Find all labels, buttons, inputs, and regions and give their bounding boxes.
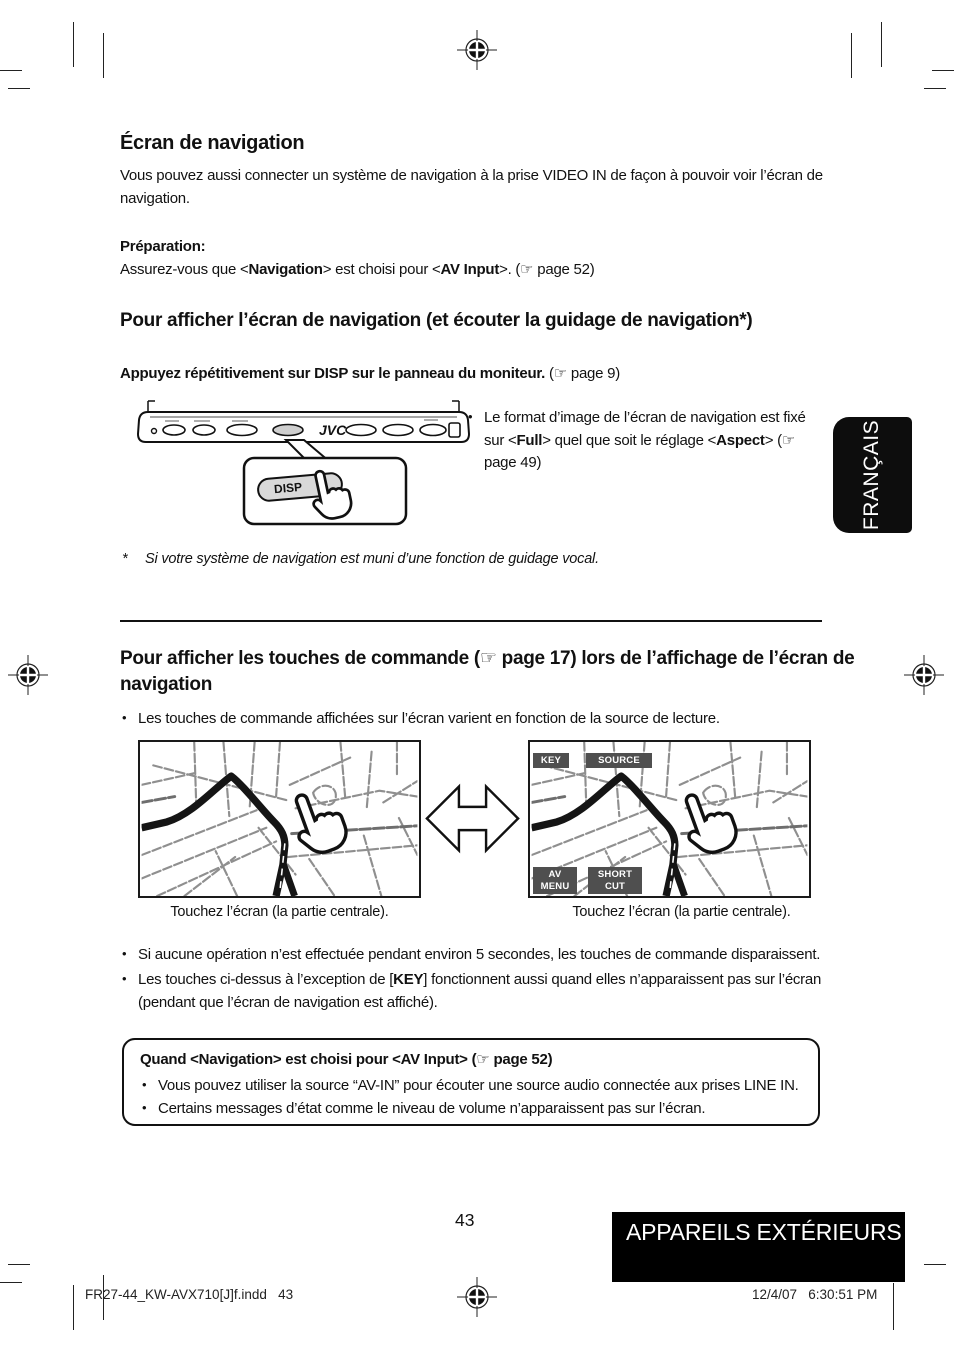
monitor-panel-illustration [136, 398, 471, 536]
timeout-bullet [122, 944, 842, 967]
note-bullet-text: Vous pouvez utiliser la source “AV-IN” pour écouter une source audio connectée aux prises LINE IN. [158, 1076, 799, 1094]
short-cut-label-line1: SHORT [597, 869, 633, 881]
jvc-logo: JVC [319, 422, 347, 438]
key-button-label: KEY [540, 754, 562, 766]
av-menu-label-line2: MENU [540, 880, 570, 892]
crop-mark [924, 1264, 946, 1265]
registration-mark-icon [457, 1277, 497, 1317]
crop-mark [851, 33, 852, 78]
note-box-title: Quand <Navigation> est choisi pour <AV Input> (☞ page 52) [140, 1051, 553, 1068]
registration-mark-icon [457, 30, 497, 70]
caption-right: Touchez l’écran (la partie centrale). [572, 904, 791, 920]
crop-mark [0, 70, 22, 71]
step-instruction: Appuyez répétitivement sur DISP sur le panneau du moniteur. (☞ page 9) [120, 365, 620, 382]
key-button [533, 753, 569, 768]
chapter-banner [612, 1212, 905, 1282]
short-cut-label-line2: CUT [604, 880, 626, 892]
source-button-label: SOURCE [598, 754, 640, 766]
preparation-text: Assurez-vous que <Navigation> est choisi pour <AV Input>. (☞ page 52) [120, 261, 595, 278]
crop-mark [73, 22, 74, 67]
av-menu-label-line1: AV [548, 869, 562, 881]
note-bullet [142, 1098, 804, 1121]
timeout-bullet-text: Si aucune opération n’est effectuée pendant environ 5 secondes, les touches de commande disparaissent. [138, 946, 821, 963]
caption-left: Touchez l’écran (la partie centrale). [170, 904, 389, 920]
toggle-arrow-icon [424, 770, 521, 867]
nav-screen-plain [138, 740, 421, 898]
key-behavior-text: Les touches ci-dessus à l’exception de [KEY] fonctionnent aussi quand elles n’apparaissent pas sur l’écran (pendant que l’écran de navigation est affiché). [138, 971, 822, 1011]
crop-mark [932, 70, 954, 71]
touch-keys-heading: Pour afficher les touches de commande (☞ page 17) lors de l’affichage de l’écran de navigation [120, 648, 855, 695]
crop-mark [893, 1283, 894, 1330]
intro-paragraph: Vous pouvez aussi connecter un système de navigation à la prise VIDEO IN de façon à pouvoir voir l’écran de navigation. [120, 167, 823, 207]
language-tab-label: FRANÇAIS [860, 419, 884, 531]
chapter-banner-label: APPAREILS EXTÉRIEURS [626, 1219, 902, 1245]
section-title: Écran de navigation [120, 132, 305, 154]
av-menu-button [533, 867, 577, 894]
language-tab [833, 417, 912, 533]
footer-file-name: FR27-44_KW-AVX710[J]f.indd 43 [85, 1287, 294, 1302]
bullet-marker: • [468, 409, 473, 424]
source-button [586, 753, 652, 768]
display-heading: Pour afficher l’écran de navigation (et écouter la guidage de navigation*) [120, 310, 753, 331]
format-note-bullet [468, 407, 820, 475]
note-bullet [142, 1075, 804, 1098]
crop-mark [881, 22, 882, 67]
nav-screen-with-keys [528, 740, 811, 898]
crop-mark [924, 88, 946, 89]
bullet-marker: • [142, 1076, 147, 1092]
format-note-text: Le format d’image de l’écran de navigation est fixé sur <Full> quel que soit le réglage <Aspect> (☞ page 49) [484, 409, 806, 471]
footnote-marker: * [122, 551, 128, 567]
crop-mark [0, 1282, 22, 1283]
bullet-marker: • [142, 1100, 147, 1115]
footer-timestamp: 12/4/07 6:30:51 PM [752, 1287, 878, 1302]
section-divider [120, 620, 822, 622]
registration-mark-icon [904, 655, 944, 695]
crop-mark [8, 1264, 30, 1265]
crop-mark [8, 88, 30, 89]
crop-mark [103, 33, 104, 78]
bullet-marker: • [122, 971, 127, 986]
note-box [122, 1038, 820, 1126]
preparation-label: Préparation: [120, 238, 206, 255]
bullet-marker: • [122, 710, 127, 725]
touch-keys-intro-bullet [122, 708, 842, 731]
footnote [122, 551, 827, 567]
footnote-text: Si votre système de navigation est muni d’une fonction de guidage vocal. [145, 551, 599, 567]
disp-button-label: DISP [273, 479, 303, 497]
crop-mark [73, 1285, 74, 1330]
note-bullet-text: Certains messages d’état comme le niveau de volume n’apparaissent pas sur l’écran. [158, 1100, 706, 1117]
key-behavior-bullet [122, 969, 834, 1014]
registration-mark-icon [8, 655, 48, 695]
bullet-marker: • [122, 946, 127, 961]
page-number: 43 [455, 1210, 475, 1230]
touch-keys-intro-text: Les touches de commande affichées sur l’écran varient en fonction de la source de lecture. [138, 710, 720, 727]
short-cut-button [588, 867, 642, 894]
